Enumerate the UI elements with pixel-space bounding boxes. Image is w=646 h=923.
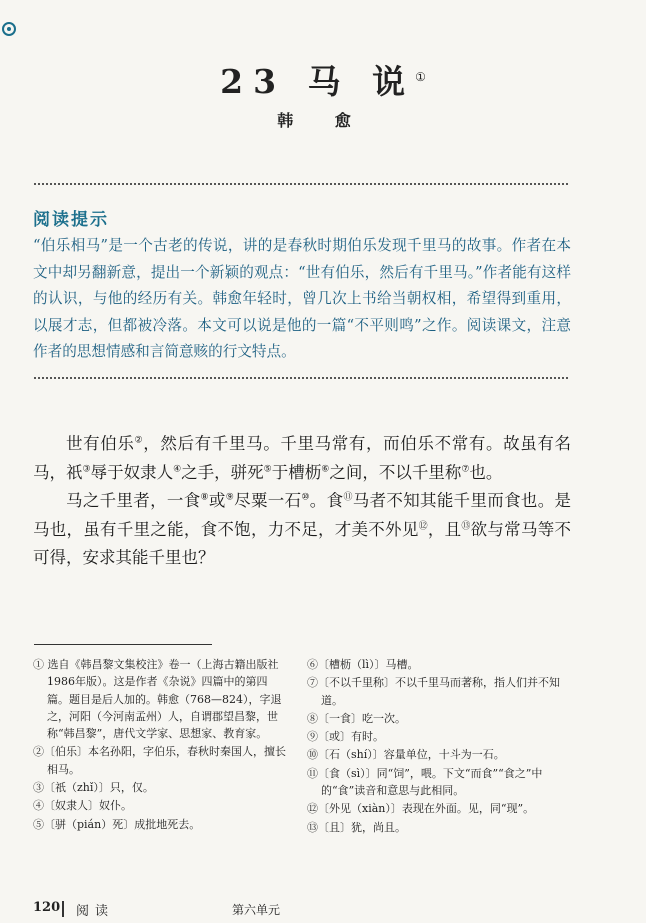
footnotes-left-column [33,656,287,834]
page-number: 120 [33,900,61,915]
lesson-name: 马 说 [307,62,416,101]
footnote-8: ⑧〔一食〕吃一次。 [307,711,406,725]
footnote-9: ⑨〔或〕有时。 [307,730,384,744]
dotted-divider-top [34,183,568,185]
footnote-2: ②〔伯乐〕本名孙阳，字伯乐，春秋时秦国人，擅长相马。 [33,745,286,776]
section-label: 阅读 [76,904,115,919]
title-footnote-marker: ① [415,70,426,84]
lesson-number: 23 [220,62,287,101]
main-text [33,430,571,573]
footnote-6: ⑥〔槽枥（lì）〕马槽。 [307,658,419,671]
footnote-3: ③〔祇（zhǐ）〕只，仅。 [33,781,154,795]
lesson-title [0,56,646,103]
unit-label: 第六单元 [232,903,281,917]
footnote-5: ⑤〔骈（pián）死〕成批地死去。 [33,817,201,831]
dotted-divider-bottom [34,377,568,379]
footnote-11: ⑪〔食（sì）〕同“饲”，喂。下文“而食”“食之”中的“食”读音和意思与此相同。 [307,766,543,798]
footnote-rule [34,644,212,645]
paragraph-1: 世有伯乐②，然后有千里马。千里马常有，而伯乐不常有。故虽有名马，祇③辱于奴隶人④之手，骈死⑤于槽枥⑥之间，不以千里称⑦也。 [33,434,572,482]
paragraph-2: 马之千里者，一食⑧或⑨尽粟一石⑩。食⑪马者不知其能千里而食也。是马也，虽有千里之能，食不饱，力不足，才美不外见⑫，且⑬欲与常马等不可得，安求其能千里也？ [33,491,572,567]
footnote-1: ① 选自《韩昌黎文集校注》卷一（上海古籍出版社1986年版）。这是作者《杂说》四篇中的第四篇。题目是后人加的。韩愈（768—824），字退之，河阳（今河南孟州）人，自谓郡望昌黎，世称“韩昌黎”，唐代文学家、思想家、教育家。 [33,658,282,741]
reading-tip-body: “伯乐相马”是一个古老的传说，讲的是春秋时期伯乐发现千里马的故事。作者在本文中却另翻新意，提出一个新颖的观点：“世有伯乐，然后有千里马。”作者能有这样的认识，与他的经历有关。韩愈年轻时，曾几次上书给当朝权相，希望得到重用，以展才志，但都被冷落。本文可以说是他的一篇“不平则鸣”之作。阅读课文，注意作者的思想情感和言简意赅的行文特点。 [33,237,571,360]
footnote-7: ⑦〔不以千里称〕不以千里马而著称，指人们并不知道。 [307,676,560,707]
author-name: 韩 愈 [277,111,369,130]
circle-logo-icon [2,22,16,36]
reading-tip-heading: 阅读提示 [33,210,109,230]
footer-divider [62,901,64,917]
footnote-10: ⑩〔石（shí）〕容量单位，十斗为一石。 [307,748,505,762]
footnotes-right-column [307,656,569,837]
footnote-4: ④〔奴隶人〕奴仆。 [33,799,132,813]
footnote-13: ⑬〔且〕犹，尚且。 [307,820,406,834]
footnote-12: ⑫〔外见（xiàn）〕表现在外面。见，同“现”。 [307,802,535,816]
